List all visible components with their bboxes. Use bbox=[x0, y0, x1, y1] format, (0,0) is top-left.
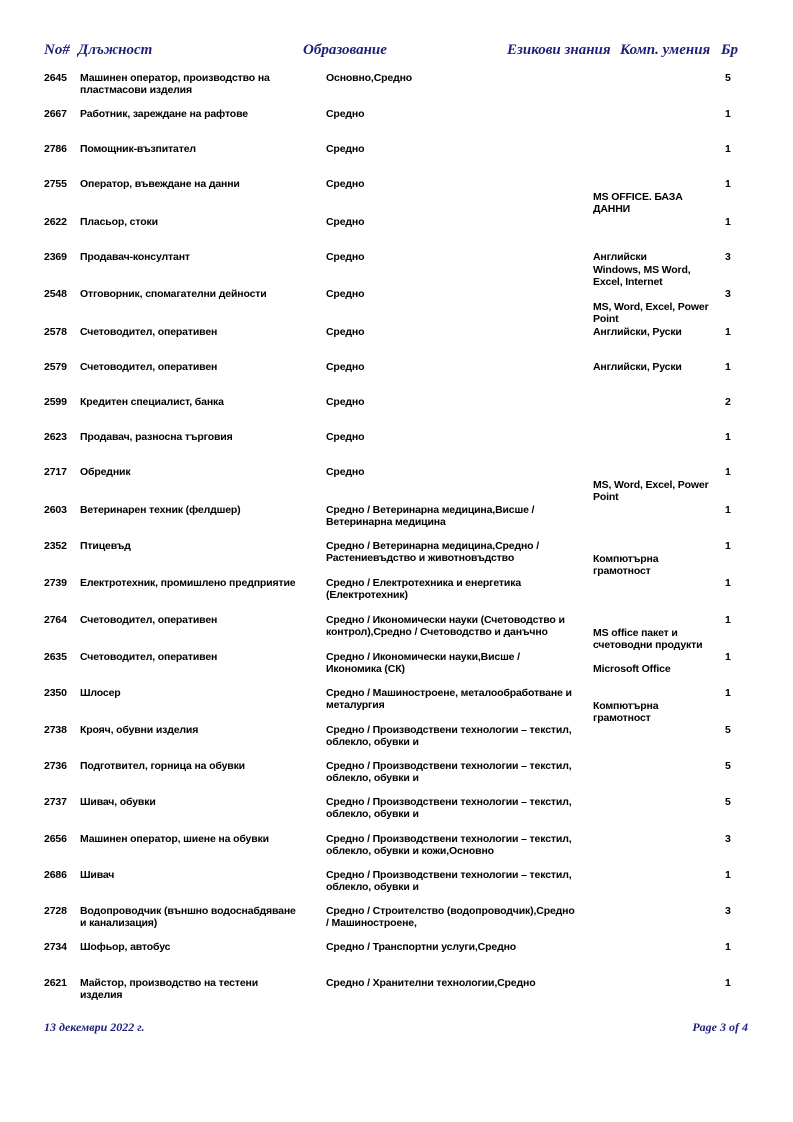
job-count: 1 bbox=[725, 108, 731, 120]
header-no: No# bbox=[44, 42, 70, 58]
job-number: 2737 bbox=[44, 796, 67, 808]
footer-page-number: Page 3 of 4 bbox=[692, 1020, 748, 1034]
job-position: Продавач, разносна търговия bbox=[80, 431, 233, 443]
job-education: Средно bbox=[326, 326, 365, 338]
job-education: Средно bbox=[326, 396, 365, 408]
job-education: Средно / Производствени технологии – текстил, облекло, обувки и bbox=[326, 796, 572, 820]
job-position: Продавач-консултант bbox=[80, 251, 190, 263]
job-count: 1 bbox=[725, 977, 731, 989]
job-education: Средно bbox=[326, 216, 365, 228]
computer-skill: MS, Word, Excel, Power Point bbox=[593, 301, 709, 325]
job-number: 2755 bbox=[44, 178, 67, 190]
job-education: Средно / Хранителни технологии,Средно bbox=[326, 977, 536, 989]
header-education: Образование bbox=[303, 42, 387, 58]
job-position: Счетоводител, оперативен bbox=[80, 614, 218, 626]
job-position: Отговорник, спомагателни дейности bbox=[80, 288, 267, 300]
job-education: Средно bbox=[326, 143, 365, 155]
job-position: Шлосер bbox=[80, 687, 121, 699]
job-count: 3 bbox=[725, 905, 731, 917]
job-position: Крояч, обувни изделия bbox=[80, 724, 199, 736]
job-number: 2548 bbox=[44, 288, 67, 300]
job-position: Оператор, въвеждане на данни bbox=[80, 178, 240, 190]
job-number: 2738 bbox=[44, 724, 67, 736]
job-position: Шивач, обувки bbox=[80, 796, 156, 808]
job-count: 1 bbox=[725, 941, 731, 953]
job-count: 1 bbox=[725, 614, 731, 626]
header-computer-skills: Комп. умения bbox=[620, 42, 711, 58]
job-number: 2686 bbox=[44, 869, 67, 881]
job-count: 1 bbox=[725, 431, 731, 443]
job-education: Средно / Икономически науки,Висше / Икономика (СК) bbox=[326, 651, 520, 675]
job-number: 2656 bbox=[44, 833, 67, 845]
job-count: 1 bbox=[725, 687, 731, 699]
job-education: Средно / Машиностроене, металообработване и металургия bbox=[326, 687, 572, 711]
job-languages: Английски, Руски bbox=[593, 326, 682, 338]
job-position: Машинен оператор, производство на пластмасови изделия bbox=[80, 72, 270, 96]
job-count: 1 bbox=[725, 504, 731, 516]
job-count: 1 bbox=[725, 466, 731, 478]
computer-skill: MS OFFICE. БАЗА ДАННИ bbox=[593, 191, 683, 215]
job-number: 2579 bbox=[44, 361, 67, 373]
job-education: Средно bbox=[326, 288, 365, 300]
job-education: Средно bbox=[326, 466, 365, 478]
job-count: 1 bbox=[725, 577, 731, 589]
job-number: 2764 bbox=[44, 614, 67, 626]
job-count: 3 bbox=[725, 251, 731, 263]
job-position: Счетоводител, оперативен bbox=[80, 361, 218, 373]
job-position: Помощник-възпитател bbox=[80, 143, 196, 155]
job-count: 1 bbox=[725, 326, 731, 338]
job-position: Ветеринарен техник (фелдшер) bbox=[80, 504, 241, 516]
job-education: Средно bbox=[326, 361, 365, 373]
job-position: Обредник bbox=[80, 466, 131, 478]
job-count: 5 bbox=[725, 72, 731, 84]
job-count: 5 bbox=[725, 724, 731, 736]
job-count: 1 bbox=[725, 651, 731, 663]
job-position: Шофьор, автобус bbox=[80, 941, 171, 953]
job-number: 2369 bbox=[44, 251, 67, 263]
job-count: 1 bbox=[725, 216, 731, 228]
job-position: Счетоводител, оперативен bbox=[80, 651, 218, 663]
job-count: 1 bbox=[725, 869, 731, 881]
job-count: 2 bbox=[725, 396, 731, 408]
job-count: 1 bbox=[725, 178, 731, 190]
job-number: 2621 bbox=[44, 977, 67, 989]
job-count: 5 bbox=[725, 760, 731, 772]
job-education: Средно / Производствени технологии – текстил, облекло, обувки и bbox=[326, 760, 572, 784]
job-position: Работник, зареждане на рафтове bbox=[80, 108, 248, 120]
job-number: 2635 bbox=[44, 651, 67, 663]
job-number: 2352 bbox=[44, 540, 67, 552]
job-education: Средно / Ветеринарна медицина,Висше / Ветеринарна медицина bbox=[326, 504, 535, 528]
job-education: Средно bbox=[326, 108, 365, 120]
job-position: Водопроводчик (външно водоснабдяване и канализация) bbox=[80, 905, 296, 929]
job-education: Средно / Строителство (водопроводчик),Средно / Машиностроене, bbox=[326, 905, 575, 929]
job-education: Средно / Транспортни услуги,Средно bbox=[326, 941, 517, 953]
job-education: Средно / Производствени технологии – текстил, облекло, обувки и bbox=[326, 869, 572, 893]
job-number: 2717 bbox=[44, 466, 67, 478]
job-count: 3 bbox=[725, 288, 731, 300]
job-position: Счетоводител, оперативен bbox=[80, 326, 218, 338]
job-position: Машинен оператор, шиене на обувки bbox=[80, 833, 269, 845]
job-number: 2728 bbox=[44, 905, 67, 917]
job-education: Средно bbox=[326, 431, 365, 443]
job-number: 2734 bbox=[44, 941, 67, 953]
job-count: 3 bbox=[725, 833, 731, 845]
job-count: 1 bbox=[725, 540, 731, 552]
job-number: 2599 bbox=[44, 396, 67, 408]
job-number: 2645 bbox=[44, 72, 67, 84]
job-languages: Английски bbox=[593, 251, 647, 263]
job-number: 2622 bbox=[44, 216, 67, 228]
job-languages: Английски, Руски bbox=[593, 361, 682, 373]
job-number: 2786 bbox=[44, 143, 67, 155]
job-position: Кредитен специалист, банка bbox=[80, 396, 224, 408]
job-number: 2667 bbox=[44, 108, 67, 120]
job-count: 1 bbox=[725, 143, 731, 155]
job-number: 2739 bbox=[44, 577, 67, 589]
job-education: Средно bbox=[326, 251, 365, 263]
job-education: Средно / Производствени технологии – текстил, облекло, обувки и кожи,Основно bbox=[326, 833, 572, 857]
job-count: 1 bbox=[725, 361, 731, 373]
job-education: Средно / Производствени технологии – текстил, облекло, обувки и bbox=[326, 724, 572, 748]
header-position: Длъжност bbox=[78, 42, 153, 58]
job-education: Средно / Ветеринарна медицина,Средно / Растениевъдство и животновъдство bbox=[326, 540, 539, 564]
computer-skill: Windows, MS Word, Excel, Internet bbox=[593, 264, 691, 288]
header-languages: Езикови знания bbox=[507, 42, 611, 58]
job-position: Подготвител, горница на обувки bbox=[80, 760, 245, 772]
job-education: Средно / Икономически науки (Счетоводство и контрол),Средно / Счетоводство и данъчно bbox=[326, 614, 565, 638]
job-education: Основно,Средно bbox=[326, 72, 413, 84]
footer-date: 13 декември 2022 г. bbox=[44, 1020, 145, 1034]
job-number: 2623 bbox=[44, 431, 67, 443]
job-number: 2736 bbox=[44, 760, 67, 772]
computer-skill: Microsoft Office bbox=[593, 663, 671, 675]
job-education: Средно bbox=[326, 178, 365, 190]
job-position: Електротехник, промишлено предприятие bbox=[80, 577, 296, 589]
job-education: Средно / Електротехника и енергетика (Електротехник) bbox=[326, 577, 522, 601]
job-position: Шивач bbox=[80, 869, 115, 881]
job-number: 2603 bbox=[44, 504, 67, 516]
computer-skill: Компютърна грамотност bbox=[593, 700, 659, 724]
computer-skill: MS office пакет и счетоводни продукти bbox=[593, 627, 703, 651]
job-position: Майстор, производство на тестени изделия bbox=[80, 977, 259, 1001]
job-position: Пласьор, стоки bbox=[80, 216, 158, 228]
job-position: Птицевъд bbox=[80, 540, 131, 552]
computer-skill: MS, Word, Excel, Power Point bbox=[593, 479, 709, 503]
job-number: 2578 bbox=[44, 326, 67, 338]
job-number: 2350 bbox=[44, 687, 67, 699]
computer-skill: Компютърна грамотност bbox=[593, 553, 659, 577]
header-count: Бр bbox=[721, 42, 739, 58]
job-count: 5 bbox=[725, 796, 731, 808]
